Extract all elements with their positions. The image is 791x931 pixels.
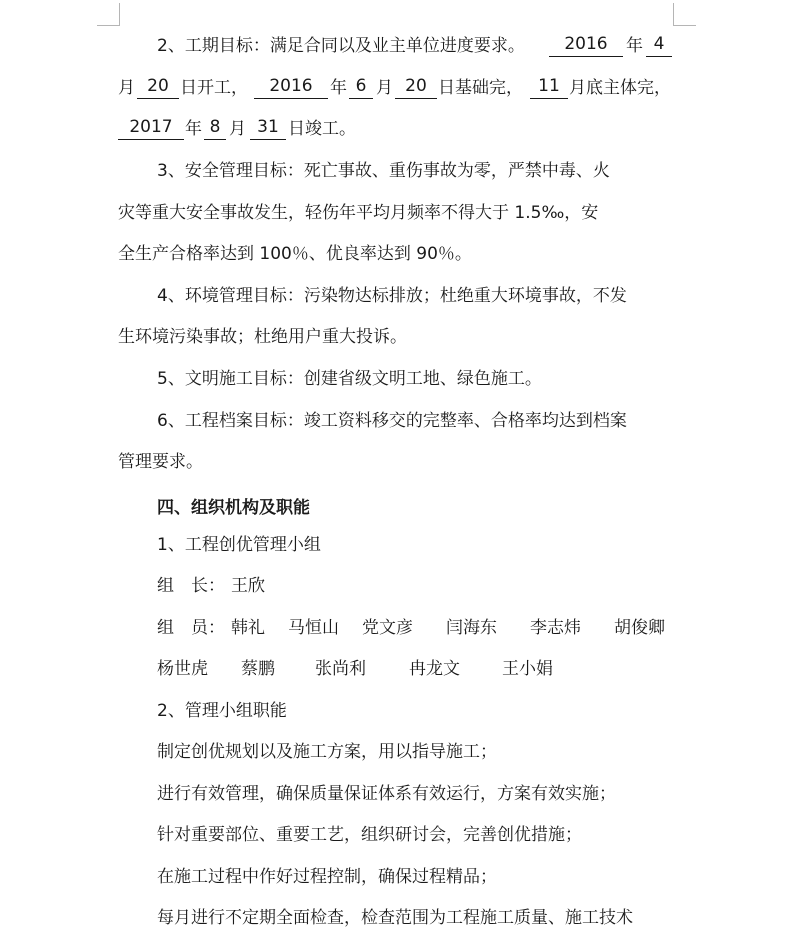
- leader-name: 王欣: [231, 576, 265, 596]
- member-name: 王小娟: [502, 659, 553, 679]
- foundation-day-blank: 20: [395, 75, 437, 99]
- crop-mark-top-left: [97, 3, 120, 26]
- duty-item: 在施工过程中作好过程控制，确保过程精品；: [157, 867, 497, 887]
- main-structure-month-blank: 11: [530, 75, 568, 99]
- section-heading: 四、组织机构及职能: [157, 498, 310, 518]
- member-name: 闫海东: [446, 618, 497, 638]
- duty-item: 进行有效管理，确保质量保证体系有效运行，方案有效实施；: [157, 784, 616, 804]
- end-day-blank: 31: [250, 116, 286, 140]
- end-year-blank: 2017: [118, 116, 184, 140]
- member-name: 张尚利: [315, 659, 366, 679]
- start-day-blank: 20: [137, 75, 179, 99]
- archive-goal-line-1: 6、工程档案目标：竣工资料移交的完整率、合格率均达到档案: [157, 411, 627, 431]
- schedule-goal-line-3: 2017 年 8 月 31 日竣工。: [0, 116, 791, 142]
- duty-item: 针对重要部位、重要工艺，组织研讨会，完善创优措施；: [157, 825, 582, 845]
- environment-goal-line-1: 4、环境管理目标：污染物达标排放；杜绝重大环境事故，不发: [157, 286, 627, 306]
- member-name: 李志炜: [530, 618, 581, 638]
- duty-item: 制定创优规划以及施工方案，用以指导施工；: [157, 742, 497, 762]
- group-members-line-2: [0, 656, 791, 682]
- duty-item: 每月进行不定期全面检查，检查范围为工程施工质量、施工技术: [157, 908, 633, 928]
- member-name: 胡俊卿: [614, 618, 665, 638]
- civilized-goal-line: 5、文明施工目标：创建省级文明工地、绿色施工。: [157, 369, 542, 389]
- member-name: 冉龙文: [409, 659, 460, 679]
- duty-title: 2、管理小组职能: [157, 701, 287, 721]
- end-month-blank: 8: [204, 116, 226, 140]
- group-leader-line: 组 长： 王欣: [0, 573, 791, 599]
- foundation-month-blank: 6: [349, 75, 373, 99]
- safety-goal-line-3: 全生产合格率达到 100％、优良率达到 90％。: [118, 244, 472, 264]
- group-title: 1、工程创优管理小组: [157, 535, 321, 555]
- schedule-goal-line-2: 月 20 日开工， 2016 年 6 月 20 日基础完， 11 月底主体完，: [118, 76, 671, 98]
- environment-goal-line-2: 生环境污染事故；杜绝用户重大投诉。: [118, 327, 407, 347]
- safety-goal-line-2: 灾等重大安全事故发生，轻伤年平均月频率不得大于 1.5‰，安: [118, 203, 599, 223]
- member-name: 蔡鹏: [241, 659, 275, 679]
- safety-goal-line-1: 3、安全管理目标：死亡事故、重伤事故为零，严禁中毒、火: [157, 161, 610, 181]
- member-name: 党文彦: [362, 618, 413, 638]
- start-year-blank: 2016: [549, 33, 623, 57]
- member-name: 韩礼: [231, 618, 265, 638]
- archive-goal-line-2: 管理要求。: [118, 452, 203, 472]
- crop-mark-top-right: [673, 3, 696, 26]
- foundation-year-blank: 2016: [254, 75, 328, 99]
- schedule-goal-line-1: 2、工期目标：满足合同以及业主单位进度要求。 2016 年 4: [0, 33, 791, 59]
- member-name: 杨世虎: [157, 659, 208, 679]
- start-month-blank: 4: [646, 33, 672, 57]
- group-members-line-1: 组 员： 韩礼 马恒山 党文彦 闫海东 李志炜 胡俊卿: [0, 615, 791, 641]
- member-name: 马恒山: [288, 618, 339, 638]
